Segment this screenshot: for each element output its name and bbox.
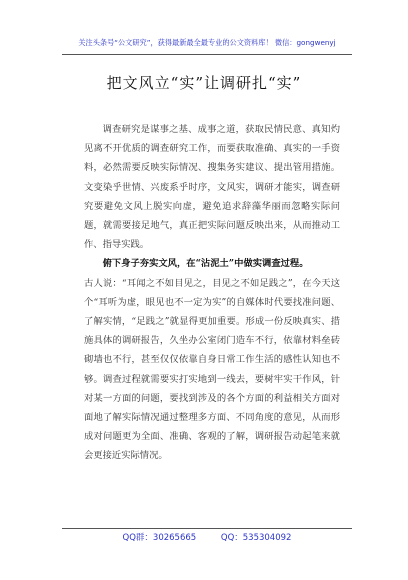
section-heading: 俯下身子夯实文风，在“沾泥土”中做实调查过程。 — [102, 258, 309, 270]
page-footer — [62, 528, 352, 547]
header-text: 关注头条号“公文研究”，获得最新最全最专业的公文资料库！ 微信：gongwenyj — [78, 38, 336, 47]
footer-qq-group: QQ群：30265665 — [122, 533, 197, 543]
document-body — [84, 120, 340, 466]
document-title: 把文风立“实”让调研扎“实” — [106, 74, 302, 92]
paragraph-body: 古人说：“耳闻之不如目见之，目见之不如足践之”，在今天这个“耳听为虚，眼见也不一定为实”的自媒体时代要找准问题、了解实情，“足践之”就显得更加重要。形成一份反映真实、措施具体的调研报告，久坐办公室闭门造车不行，依靠材料垒砖砌墙也不行，甚至仅仅依靠自身日常工作生活的感性认知也不够。调查过程就需要实打实地到一线去，要树牢实干作风，针对某一方面的问题，要找到涉及的各个方面的利益相关方面对面地了解实际情况通过整理多方面、不同角度的意见，从而形成对问题更为全面、准确、客观的了解，调研报告动起笔来就会更接近实际情况。 — [84, 277, 340, 462]
paragraph-intro: 调查研究是谋事之基、成事之道，获取民情民意、真知灼见离不开优质的调查研究工作，而要获取准确、真实的一手资料，必然需要反映实际情况、搜集务实建议、提出管用措施。文变染乎世情、兴废系乎时序，文风实，调研才能实，调查研究要避免文风上脱实向虚，避免追求辞藻华丽而忽略实际问题，就需要接足地气，真正把实际问题反映出来，从而推动工作、指导实践。 — [84, 124, 340, 251]
footer-text — [62, 531, 352, 543]
footer-qq: QQ：535304092 — [220, 533, 292, 543]
page-header — [62, 36, 352, 55]
